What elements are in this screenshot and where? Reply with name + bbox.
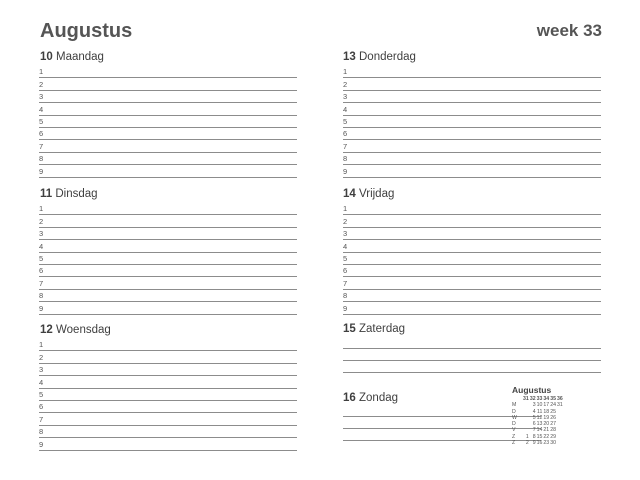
date-cell: 29 [550, 433, 556, 440]
line-number: 2 [39, 216, 44, 226]
day-number: 11 [40, 188, 53, 200]
weekday-label: Z [512, 433, 516, 440]
writing-line[interactable] [343, 290, 601, 302]
line-number: 9 [343, 166, 348, 176]
date-cell: 18 [543, 408, 550, 415]
line-number: 8 [39, 154, 44, 164]
date-cell [556, 440, 563, 446]
date-cell: 8 [532, 433, 536, 440]
line-number: 8 [39, 427, 44, 437]
writing-line[interactable] [39, 413, 297, 425]
writing-line[interactable] [39, 215, 297, 227]
line-number: 3 [39, 229, 44, 239]
line-number: 4 [343, 104, 348, 114]
day-name: Donderdag [359, 51, 416, 63]
weekday-label: V [512, 427, 516, 434]
day-number: 13 [343, 51, 356, 63]
writing-line[interactable] [343, 128, 601, 140]
day-name: Dinsdag [55, 188, 98, 200]
week-number: 34 [543, 396, 550, 402]
day-lines-dinsdag [39, 203, 297, 315]
writing-line[interactable] [343, 265, 601, 277]
writing-line[interactable] [39, 78, 297, 90]
line-number: 3 [343, 229, 348, 239]
line-number: 5 [343, 116, 348, 126]
day-title-zaterdag [343, 323, 405, 335]
day-lines-woensdag [39, 339, 297, 451]
day-lines-donderdag [343, 66, 601, 178]
weekday-label: M [512, 402, 517, 409]
day-lines-maandag [39, 66, 297, 178]
date-cell: 26 [550, 414, 556, 421]
writing-line[interactable] [39, 91, 297, 103]
weekday-label: W [512, 414, 517, 421]
writing-line[interactable] [39, 376, 297, 388]
line-number: 3 [39, 365, 44, 375]
writing-line[interactable] [39, 339, 297, 351]
week-number: 31 [523, 396, 529, 402]
line-number: 2 [39, 352, 44, 362]
week-number: 33 [536, 396, 543, 402]
writing-line[interactable] [343, 78, 601, 90]
writing-line[interactable] [343, 360, 601, 361]
date-cell: 14 [536, 427, 543, 434]
day-name: Vrijdag [359, 188, 395, 200]
day-title-woensdag [40, 324, 111, 336]
line-number: 7 [39, 414, 44, 424]
date-cell: 2 [525, 440, 529, 447]
line-number: 3 [39, 92, 44, 102]
date-cell: 6 [532, 421, 536, 428]
writing-line[interactable] [343, 372, 601, 373]
line-number: 8 [39, 291, 44, 301]
date-cell: 30 [550, 440, 556, 447]
day-lines-vrijdag [343, 203, 601, 315]
day-number: 12 [40, 324, 53, 336]
day-title-dinsdag [40, 188, 98, 200]
writing-line[interactable] [343, 140, 601, 152]
weekday-label: D [512, 408, 516, 415]
writing-line[interactable] [39, 128, 297, 140]
date-cell: 20 [543, 421, 550, 428]
writing-line[interactable] [343, 302, 601, 314]
date-cell: 27 [550, 421, 556, 428]
date-cell: 23 [543, 440, 550, 447]
date-cell: 13 [536, 421, 543, 428]
line-number: 6 [343, 129, 348, 139]
date-cell: 11 [537, 408, 543, 415]
writing-line[interactable] [39, 389, 297, 401]
line-number: 9 [39, 303, 44, 313]
writing-line[interactable] [39, 426, 297, 438]
weekday-label: Z [512, 440, 516, 447]
weekday-label: D [512, 421, 516, 428]
writing-line[interactable] [39, 290, 297, 302]
date-cell: 3 [532, 402, 536, 409]
line-number: 4 [39, 377, 44, 387]
date-cell: 16 [536, 440, 543, 447]
writing-line[interactable] [343, 66, 601, 78]
date-cell: 19 [543, 414, 550, 421]
line-number: 7 [39, 278, 44, 288]
day-name: Zondag [359, 392, 399, 404]
line-number: 6 [343, 266, 348, 276]
date-cell: 5 [532, 414, 536, 421]
writing-line[interactable] [343, 91, 601, 103]
date-cell: 28 [550, 427, 556, 434]
date-cell: 24 [550, 402, 556, 409]
line-number: 9 [39, 166, 44, 176]
line-number: 8 [343, 154, 348, 164]
writing-line[interactable] [343, 240, 601, 252]
day-name: Woensdag [56, 324, 111, 336]
weekday-row [512, 440, 563, 446]
date-cell: 17 [543, 402, 550, 409]
line-number: 1 [39, 67, 44, 77]
writing-line[interactable] [39, 203, 297, 215]
writing-line[interactable] [343, 215, 601, 227]
mini-calendar-title: Augustus [512, 385, 552, 395]
writing-line[interactable] [39, 116, 297, 128]
line-number: 5 [39, 116, 44, 126]
date-cell: 1 [525, 433, 529, 440]
line-number: 3 [343, 92, 348, 102]
date-cell: 7 [532, 427, 536, 434]
writing-line[interactable] [343, 153, 601, 165]
line-number: 9 [343, 303, 348, 313]
date-cell: 22 [543, 433, 550, 440]
date-cell: 31 [557, 402, 563, 409]
line-number: 1 [39, 204, 44, 214]
writing-line[interactable] [39, 364, 297, 376]
writing-line[interactable] [39, 302, 297, 314]
writing-line[interactable] [39, 253, 297, 265]
week-number: 32 [529, 396, 536, 402]
day-number: 16 [343, 392, 356, 404]
date-cell: 10 [536, 402, 543, 409]
writing-line[interactable] [39, 140, 297, 152]
date-cell: 25 [550, 408, 556, 415]
line-number: 5 [343, 253, 348, 263]
writing-line[interactable] [343, 116, 601, 128]
week-number: 36 [557, 396, 563, 402]
date-cell: 9 [532, 440, 536, 447]
writing-line[interactable] [343, 348, 601, 349]
line-number: 6 [39, 129, 44, 139]
line-number: 5 [39, 253, 44, 263]
line-number: 7 [343, 278, 348, 288]
date-cell: 15 [536, 433, 543, 440]
day-title-donderdag [343, 51, 416, 63]
writing-line[interactable] [39, 351, 297, 363]
day-number: 10 [40, 51, 53, 63]
line-number: 7 [39, 141, 44, 151]
date-cell: 12 [536, 414, 543, 421]
writing-line[interactable] [39, 277, 297, 289]
line-number: 4 [343, 241, 348, 251]
writing-line[interactable] [39, 401, 297, 413]
day-title-zondag [343, 392, 398, 404]
line-number: 9 [39, 439, 44, 449]
writing-line[interactable] [39, 228, 297, 240]
line-number: 1 [343, 67, 348, 77]
day-name: Maandag [56, 51, 104, 63]
writing-line[interactable] [343, 103, 601, 115]
line-number: 6 [39, 402, 44, 412]
writing-line[interactable] [343, 165, 601, 177]
line-number: 5 [39, 389, 44, 399]
date-cell: 21 [543, 427, 550, 434]
day-number: 15 [343, 323, 356, 335]
writing-line[interactable] [39, 165, 297, 177]
writing-line[interactable] [39, 153, 297, 165]
week-number: 35 [550, 396, 556, 402]
writing-line[interactable] [343, 228, 601, 240]
mini-calendar [512, 385, 602, 446]
line-number: 2 [343, 79, 348, 89]
day-name: Zaterdag [359, 323, 406, 335]
month-title: Augustus [40, 20, 133, 42]
line-number: 4 [39, 241, 44, 251]
line-number: 4 [39, 104, 44, 114]
writing-line[interactable] [39, 265, 297, 277]
writing-line[interactable] [343, 203, 601, 215]
day-number: 14 [343, 188, 356, 200]
line-number: 7 [343, 141, 348, 151]
writing-line[interactable] [39, 66, 297, 78]
line-number: 8 [343, 291, 348, 301]
line-number: 1 [343, 204, 348, 214]
writing-line[interactable] [343, 253, 601, 265]
writing-line[interactable] [39, 103, 297, 115]
mini-calendar-grid [512, 396, 563, 446]
line-number: 1 [39, 340, 44, 350]
writing-line[interactable] [39, 438, 297, 450]
day-title-vrijdag [343, 188, 394, 200]
week-label: week 33 [536, 21, 602, 40]
date-cell: 4 [532, 408, 536, 415]
day-title-maandag [40, 51, 104, 63]
line-number: 2 [343, 216, 348, 226]
writing-line[interactable] [39, 240, 297, 252]
line-number: 6 [39, 266, 44, 276]
line-number: 2 [39, 79, 44, 89]
writing-line[interactable] [343, 277, 601, 289]
